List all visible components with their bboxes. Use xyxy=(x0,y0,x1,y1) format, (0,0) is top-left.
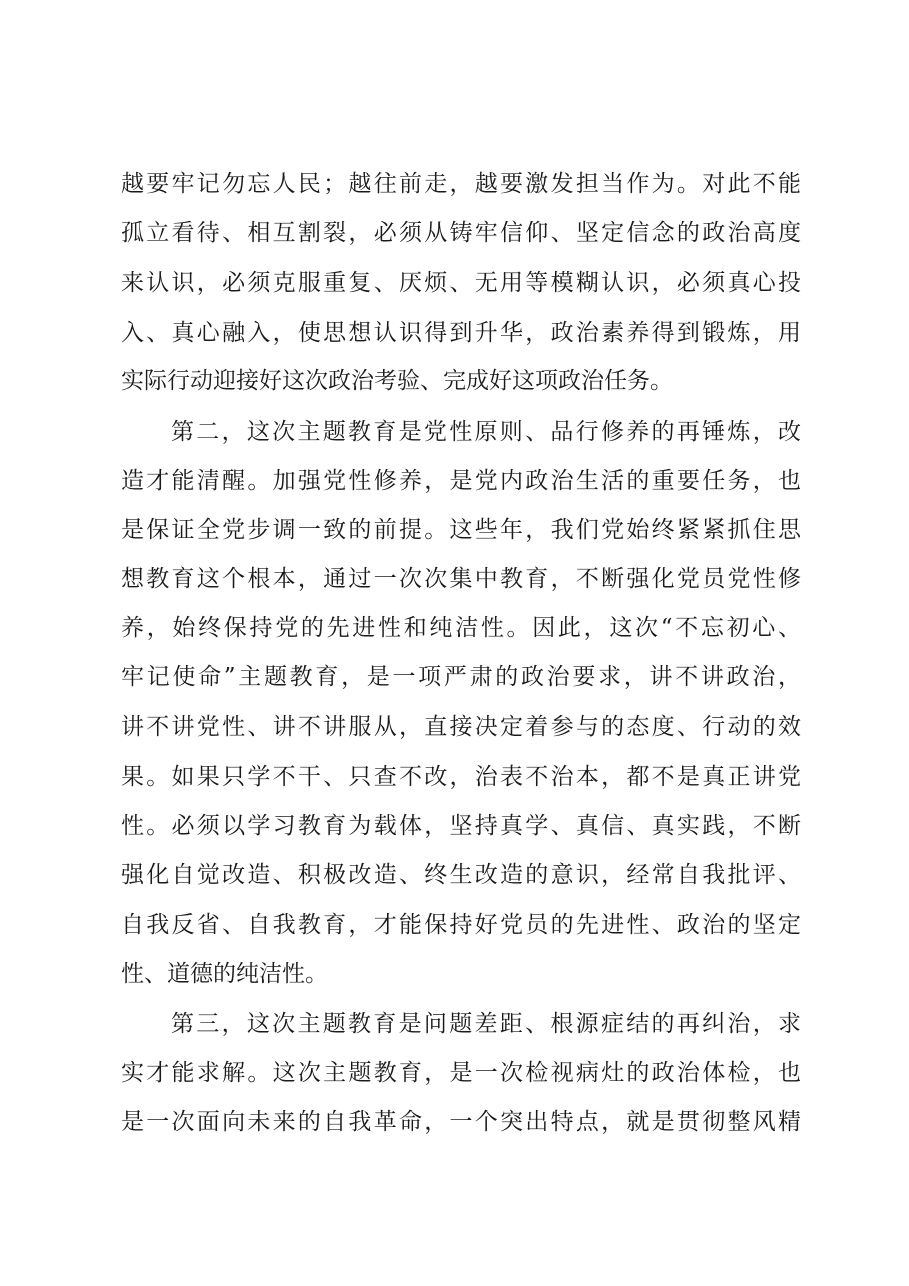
text-line: 牢记使命”主题教育，是一项严肃的政治要求，讲不讲政治， xyxy=(121,664,801,690)
text-line: 实际行动迎接好这次政治考验、完成好这项政治任务。 xyxy=(121,368,673,394)
text-line: 性、道德的纯洁性。 xyxy=(121,961,328,987)
text-line: 入、真心融入，使思想认识得到升华，政治素养得到锻炼，用 xyxy=(121,320,801,346)
text-line: 果。如果只学不干、只查不改，治表不治本，都不是真正讲党 xyxy=(121,764,801,790)
text-line: 孤立看待、相互割裂，必须从铸牢信仰、坚定信念的政治高度 xyxy=(121,220,801,246)
text-line: 来认识，必须克服重复、厌烦、无用等模糊认识，必须真心投 xyxy=(121,270,801,296)
text-line: 造才能清醒。加强党性修养，是党内政治生活的重要任务，也 xyxy=(121,468,801,494)
text-line: 想教育这个根本，通过一次次集中教育，不断强化党员党性修 xyxy=(121,566,801,592)
text-line: 越要牢记勿忘人民；越往前走，越要激发担当作为。对此不能 xyxy=(121,171,801,197)
paragraph-first-line: 第三，这次主题教育是问题差距、根源症结的再纠治，求 xyxy=(171,1011,801,1037)
text-line: 实才能求解。这次主题教育，是一次检视病灶的政治体检，也 xyxy=(121,1060,801,1086)
text-line: 是一次面向未来的自我革命，一个突出特点，就是贯彻整风精 xyxy=(121,1109,801,1135)
text-line: 讲不讲党性、讲不讲服从，直接决定着参与的态度、行动的效 xyxy=(121,714,801,740)
text-line: 是保证全党步调一致的前提。这些年，我们党始终紧紧抓住思 xyxy=(121,517,801,543)
paragraph-first-line: 第二，这次主题教育是党性原则、品行修养的再锤炼，改 xyxy=(171,419,801,445)
text-line: 养，始终保持党的先进性和纯洁性。因此，这次“不忘初心、 xyxy=(121,615,801,641)
text-line: 自我反省、自我教育，才能保持好党员的先进性、政治的坚定 xyxy=(121,912,801,938)
text-line: 性。必须以学习教育为载体，坚持真学、真信、真实践，不断 xyxy=(121,813,801,839)
text-line: 强化自觉改造、积极改造、终生改造的意识，经常自我批评、 xyxy=(121,862,801,888)
